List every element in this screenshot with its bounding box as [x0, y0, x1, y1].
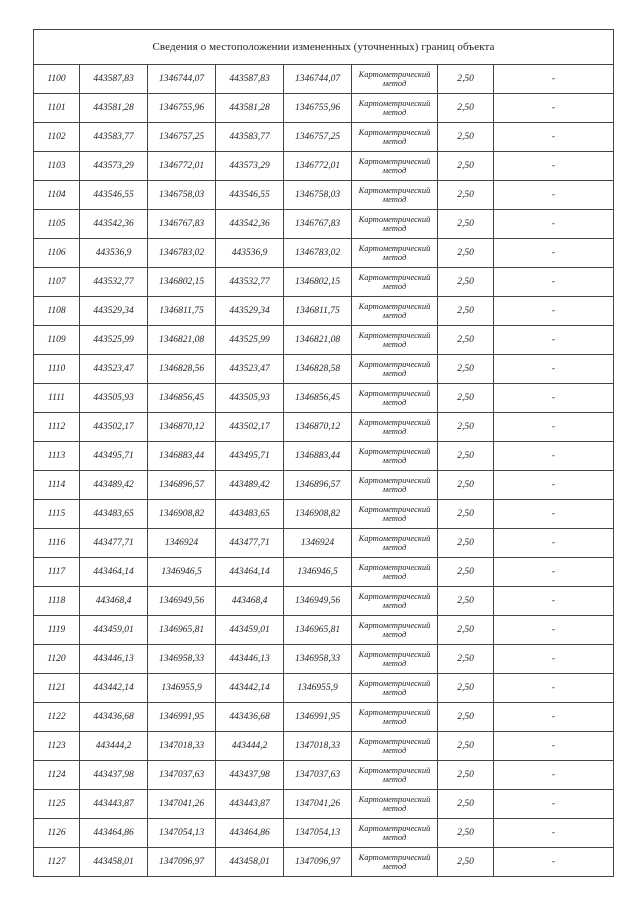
cell-new-x: 443523,47 [216, 355, 284, 384]
cell-accuracy: 2,50 [438, 674, 494, 703]
cell-method: Картометрический метод [352, 500, 438, 529]
cell-new-y: 1346856,45 [284, 384, 352, 413]
cell-description: - [494, 500, 614, 529]
cell-method: Картометрический метод [352, 413, 438, 442]
table-row [34, 558, 614, 587]
table-row [34, 210, 614, 239]
cell-point-number: 1100 [34, 65, 80, 94]
cell-description: - [494, 355, 614, 384]
cell-existing-y: 1347037,63 [148, 761, 216, 790]
cell-point-number: 1111 [34, 384, 80, 413]
cell-description: - [494, 703, 614, 732]
cell-new-y: 1346758,03 [284, 181, 352, 210]
table-row [34, 326, 614, 355]
cell-new-y: 1346965,81 [284, 616, 352, 645]
cell-new-y: 1346949,56 [284, 587, 352, 616]
cell-existing-x: 443459,01 [80, 616, 148, 645]
cell-existing-x: 443502,17 [80, 413, 148, 442]
cell-method: Картометрический метод [352, 674, 438, 703]
cell-new-x: 443542,36 [216, 210, 284, 239]
cell-new-x: 443529,34 [216, 297, 284, 326]
cell-existing-x: 443495,71 [80, 442, 148, 471]
cell-new-y: 1346955,9 [284, 674, 352, 703]
cell-description: - [494, 181, 614, 210]
cell-existing-y: 1346767,83 [148, 210, 216, 239]
cell-new-x: 443505,93 [216, 384, 284, 413]
cell-point-number: 1112 [34, 413, 80, 442]
table-row [34, 355, 614, 384]
cell-existing-y: 1346870,12 [148, 413, 216, 442]
cell-method: Картометрический метод [352, 529, 438, 558]
table-row [34, 268, 614, 297]
cell-new-x: 443446,13 [216, 645, 284, 674]
cell-existing-x: 443587,83 [80, 65, 148, 94]
cell-new-y: 1346924 [284, 529, 352, 558]
cell-new-x: 443436,68 [216, 703, 284, 732]
cell-existing-y: 1346896,57 [148, 471, 216, 500]
cell-point-number: 1121 [34, 674, 80, 703]
cell-accuracy: 2,50 [438, 703, 494, 732]
cell-existing-y: 1347041,26 [148, 790, 216, 819]
cell-method: Картометрический метод [352, 732, 438, 761]
cell-description: - [494, 239, 614, 268]
table-row [34, 848, 614, 877]
cell-point-number: 1110 [34, 355, 80, 384]
cell-point-number: 1127 [34, 848, 80, 877]
cell-new-y: 1346870,12 [284, 413, 352, 442]
cell-existing-x: 443464,86 [80, 819, 148, 848]
cell-method: Картометрический метод [352, 761, 438, 790]
table-row [34, 703, 614, 732]
cell-new-x: 443573,29 [216, 152, 284, 181]
cell-accuracy: 2,50 [438, 181, 494, 210]
cell-accuracy: 2,50 [438, 326, 494, 355]
cell-accuracy: 2,50 [438, 529, 494, 558]
cell-method: Картометрический метод [352, 94, 438, 123]
cell-description: - [494, 848, 614, 877]
cell-existing-x: 443546,55 [80, 181, 148, 210]
cell-method: Картометрический метод [352, 123, 438, 152]
cell-accuracy: 2,50 [438, 152, 494, 181]
cell-new-x: 443489,42 [216, 471, 284, 500]
cell-point-number: 1125 [34, 790, 80, 819]
cell-existing-y: 1346755,96 [148, 94, 216, 123]
cell-existing-x: 443532,77 [80, 268, 148, 297]
cell-new-x: 443468,4 [216, 587, 284, 616]
cell-point-number: 1120 [34, 645, 80, 674]
cell-description: - [494, 587, 614, 616]
cell-description: - [494, 732, 614, 761]
cell-new-y: 1347096,97 [284, 848, 352, 877]
cell-point-number: 1113 [34, 442, 80, 471]
cell-method: Картометрический метод [352, 384, 438, 413]
cell-new-y: 1346883,44 [284, 442, 352, 471]
cell-existing-x: 443458,01 [80, 848, 148, 877]
cell-method: Картометрический метод [352, 587, 438, 616]
cell-point-number: 1103 [34, 152, 80, 181]
cell-method: Картометрический метод [352, 326, 438, 355]
cell-new-x: 443525,99 [216, 326, 284, 355]
cell-description: - [494, 761, 614, 790]
cell-new-y: 1346755,96 [284, 94, 352, 123]
cell-point-number: 1116 [34, 529, 80, 558]
cell-existing-y: 1347018,33 [148, 732, 216, 761]
table-row [34, 790, 614, 819]
cell-existing-y: 1346946,5 [148, 558, 216, 587]
cell-existing-x: 443573,29 [80, 152, 148, 181]
cell-existing-x: 443536,9 [80, 239, 148, 268]
cell-point-number: 1126 [34, 819, 80, 848]
cell-description: - [494, 790, 614, 819]
table-row [34, 384, 614, 413]
cell-existing-y: 1346949,56 [148, 587, 216, 616]
cell-existing-y: 1346991,95 [148, 703, 216, 732]
cell-point-number: 1118 [34, 587, 80, 616]
cell-existing-x: 443542,36 [80, 210, 148, 239]
cell-description: - [494, 645, 614, 674]
cell-existing-x: 443505,93 [80, 384, 148, 413]
cell-method: Картометрический метод [352, 819, 438, 848]
cell-new-x: 443502,17 [216, 413, 284, 442]
cell-method: Картометрический метод [352, 558, 438, 587]
cell-method: Картометрический метод [352, 790, 438, 819]
cell-method: Картометрический метод [352, 703, 438, 732]
cell-description: - [494, 326, 614, 355]
cell-description: - [494, 616, 614, 645]
cell-accuracy: 2,50 [438, 355, 494, 384]
cell-accuracy: 2,50 [438, 819, 494, 848]
cell-new-y: 1346802,15 [284, 268, 352, 297]
table-row [34, 761, 614, 790]
cell-accuracy: 2,50 [438, 761, 494, 790]
cell-description: - [494, 413, 614, 442]
table-row [34, 94, 614, 123]
table-row [34, 65, 614, 94]
cell-new-x: 443583,77 [216, 123, 284, 152]
cell-new-y: 1347054,13 [284, 819, 352, 848]
cell-new-x: 443437,98 [216, 761, 284, 790]
cell-accuracy: 2,50 [438, 587, 494, 616]
cell-existing-x: 443468,4 [80, 587, 148, 616]
cell-method: Картометрический метод [352, 181, 438, 210]
cell-new-x: 443581,28 [216, 94, 284, 123]
cell-existing-x: 443523,47 [80, 355, 148, 384]
table-row [34, 152, 614, 181]
cell-accuracy: 2,50 [438, 442, 494, 471]
cell-point-number: 1124 [34, 761, 80, 790]
cell-point-number: 1114 [34, 471, 80, 500]
table-row [34, 500, 614, 529]
cell-accuracy: 2,50 [438, 268, 494, 297]
cell-point-number: 1109 [34, 326, 80, 355]
cell-new-x: 443443,87 [216, 790, 284, 819]
cell-method: Картометрический метод [352, 210, 438, 239]
cell-method: Картометрический метод [352, 268, 438, 297]
cell-new-x: 443495,71 [216, 442, 284, 471]
cell-accuracy: 2,50 [438, 500, 494, 529]
cell-method: Картометрический метод [352, 297, 438, 326]
cell-existing-x: 443583,77 [80, 123, 148, 152]
cell-new-x: 443536,9 [216, 239, 284, 268]
cell-existing-y: 1346924 [148, 529, 216, 558]
table-row [34, 413, 614, 442]
cell-existing-y: 1346856,45 [148, 384, 216, 413]
cell-description: - [494, 65, 614, 94]
table-row [34, 674, 614, 703]
cell-accuracy: 2,50 [438, 732, 494, 761]
cell-existing-y: 1346783,02 [148, 239, 216, 268]
cell-existing-y: 1346965,81 [148, 616, 216, 645]
cell-accuracy: 2,50 [438, 616, 494, 645]
cell-description: - [494, 558, 614, 587]
cell-new-x: 443444,2 [216, 732, 284, 761]
cell-accuracy: 2,50 [438, 645, 494, 674]
cell-existing-x: 443437,98 [80, 761, 148, 790]
cell-existing-x: 443477,71 [80, 529, 148, 558]
cell-new-y: 1346991,95 [284, 703, 352, 732]
cell-accuracy: 2,50 [438, 65, 494, 94]
cell-accuracy: 2,50 [438, 384, 494, 413]
cell-description: - [494, 210, 614, 239]
cell-new-x: 443483,65 [216, 500, 284, 529]
cell-existing-y: 1346744,07 [148, 65, 216, 94]
cell-method: Картометрический метод [352, 152, 438, 181]
cell-accuracy: 2,50 [438, 210, 494, 239]
table-row [34, 297, 614, 326]
cell-accuracy: 2,50 [438, 123, 494, 152]
cell-new-y: 1346946,5 [284, 558, 352, 587]
cell-new-x: 443587,83 [216, 65, 284, 94]
table-row [34, 616, 614, 645]
cell-existing-x: 443442,14 [80, 674, 148, 703]
cell-new-x: 443464,14 [216, 558, 284, 587]
cell-existing-x: 443464,14 [80, 558, 148, 587]
cell-existing-y: 1346908,82 [148, 500, 216, 529]
cell-existing-x: 443581,28 [80, 94, 148, 123]
table-row [34, 123, 614, 152]
cell-accuracy: 2,50 [438, 413, 494, 442]
cell-new-y: 1346783,02 [284, 239, 352, 268]
cell-existing-x: 443525,99 [80, 326, 148, 355]
cell-method: Картометрический метод [352, 442, 438, 471]
table-row [34, 732, 614, 761]
cell-existing-y: 1346811,75 [148, 297, 216, 326]
table-title: Сведения о местоположении измененных (уточненных) границ объекта [34, 30, 614, 65]
cell-new-x: 443546,55 [216, 181, 284, 210]
cell-existing-x: 443444,2 [80, 732, 148, 761]
table-row [34, 587, 614, 616]
cell-point-number: 1117 [34, 558, 80, 587]
table-row [34, 181, 614, 210]
cell-description: - [494, 384, 614, 413]
cell-accuracy: 2,50 [438, 558, 494, 587]
boundary-coordinates-document [33, 29, 613, 877]
cell-point-number: 1122 [34, 703, 80, 732]
cell-method: Картометрический метод [352, 65, 438, 94]
cell-description: - [494, 123, 614, 152]
cell-new-x: 443532,77 [216, 268, 284, 297]
cell-new-y: 1347041,26 [284, 790, 352, 819]
cell-existing-y: 1346821,08 [148, 326, 216, 355]
cell-existing-x: 443436,68 [80, 703, 148, 732]
cell-point-number: 1106 [34, 239, 80, 268]
cell-existing-y: 1347054,13 [148, 819, 216, 848]
cell-existing-x: 443529,34 [80, 297, 148, 326]
cell-new-y: 1347018,33 [284, 732, 352, 761]
cell-description: - [494, 442, 614, 471]
cell-method: Картометрический метод [352, 471, 438, 500]
cell-method: Картометрический метод [352, 645, 438, 674]
table-row [34, 239, 614, 268]
table-row [34, 471, 614, 500]
cell-description: - [494, 268, 614, 297]
table-row [34, 442, 614, 471]
cell-accuracy: 2,50 [438, 790, 494, 819]
cell-accuracy: 2,50 [438, 297, 494, 326]
cell-point-number: 1115 [34, 500, 80, 529]
cell-new-y: 1346828,58 [284, 355, 352, 384]
cell-point-number: 1102 [34, 123, 80, 152]
cell-point-number: 1101 [34, 94, 80, 123]
cell-description: - [494, 819, 614, 848]
cell-accuracy: 2,50 [438, 848, 494, 877]
cell-method: Картометрический метод [352, 355, 438, 384]
cell-new-x: 443477,71 [216, 529, 284, 558]
cell-existing-y: 1347096,97 [148, 848, 216, 877]
cell-new-y: 1346744,07 [284, 65, 352, 94]
cell-existing-x: 443446,13 [80, 645, 148, 674]
cell-description: - [494, 94, 614, 123]
table-row [34, 645, 614, 674]
cell-new-x: 443464,86 [216, 819, 284, 848]
cell-new-y: 1346958,33 [284, 645, 352, 674]
cell-description: - [494, 471, 614, 500]
cell-new-x: 443458,01 [216, 848, 284, 877]
cell-point-number: 1107 [34, 268, 80, 297]
cell-accuracy: 2,50 [438, 239, 494, 268]
cell-existing-x: 443483,65 [80, 500, 148, 529]
cell-new-x: 443442,14 [216, 674, 284, 703]
cell-existing-y: 1346758,03 [148, 181, 216, 210]
cell-new-y: 1346908,82 [284, 500, 352, 529]
table-body [34, 65, 614, 877]
cell-description: - [494, 529, 614, 558]
cell-existing-x: 443489,42 [80, 471, 148, 500]
cell-new-y: 1346757,25 [284, 123, 352, 152]
cell-method: Картометрический метод [352, 239, 438, 268]
cell-point-number: 1108 [34, 297, 80, 326]
cell-existing-y: 1346802,15 [148, 268, 216, 297]
cell-point-number: 1119 [34, 616, 80, 645]
cell-point-number: 1104 [34, 181, 80, 210]
cell-point-number: 1105 [34, 210, 80, 239]
cell-method: Картометрический метод [352, 848, 438, 877]
cell-existing-y: 1346958,33 [148, 645, 216, 674]
cell-accuracy: 2,50 [438, 94, 494, 123]
cell-new-y: 1347037,63 [284, 761, 352, 790]
table-row [34, 819, 614, 848]
cell-existing-y: 1346772,01 [148, 152, 216, 181]
cell-new-y: 1346772,01 [284, 152, 352, 181]
cell-new-y: 1346896,57 [284, 471, 352, 500]
cell-description: - [494, 297, 614, 326]
cell-new-y: 1346821,08 [284, 326, 352, 355]
boundary-coordinates-table [33, 29, 614, 877]
cell-existing-y: 1346828,56 [148, 355, 216, 384]
table-row [34, 529, 614, 558]
cell-point-number: 1123 [34, 732, 80, 761]
cell-description: - [494, 674, 614, 703]
cell-method: Картометрический метод [352, 616, 438, 645]
cell-existing-y: 1346757,25 [148, 123, 216, 152]
cell-new-y: 1346811,75 [284, 297, 352, 326]
cell-existing-y: 1346955,9 [148, 674, 216, 703]
cell-new-x: 443459,01 [216, 616, 284, 645]
cell-accuracy: 2,50 [438, 471, 494, 500]
cell-new-y: 1346767,83 [284, 210, 352, 239]
cell-existing-x: 443443,87 [80, 790, 148, 819]
cell-description: - [494, 152, 614, 181]
cell-existing-y: 1346883,44 [148, 442, 216, 471]
